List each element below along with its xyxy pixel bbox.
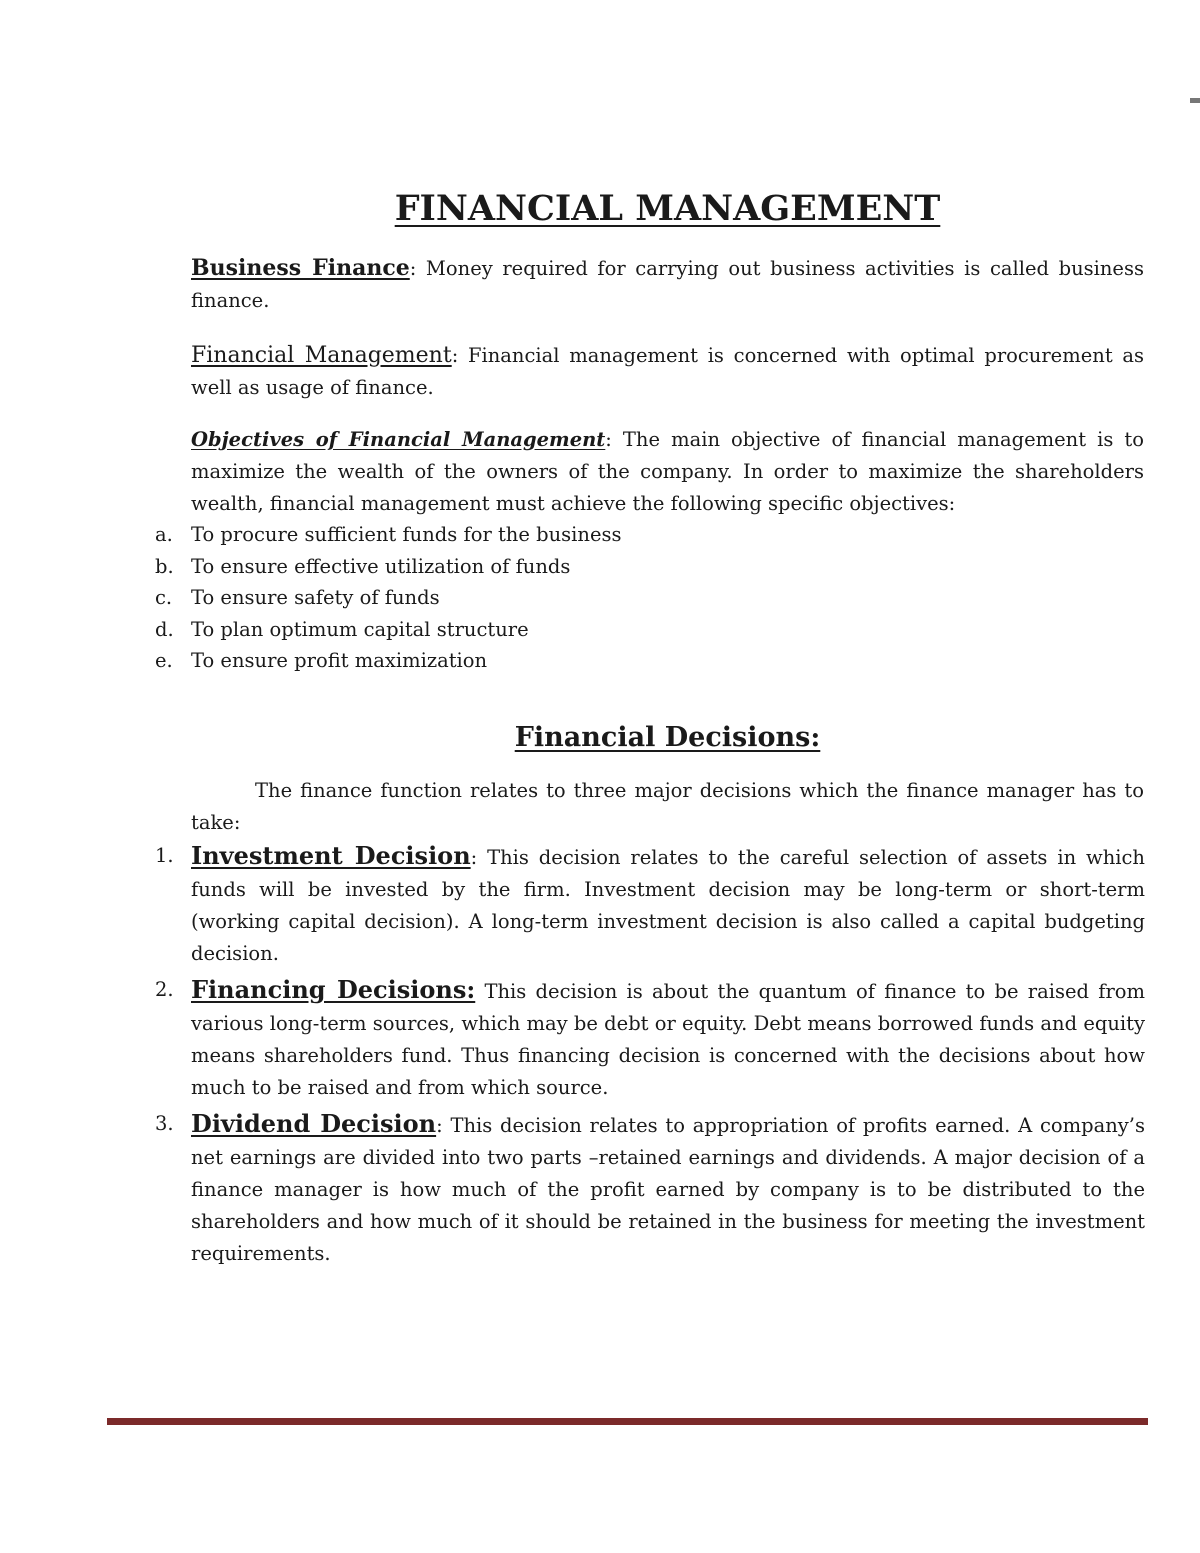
objectives-text: : The main objective of financial management is to maximize the wealth of the owners of the company. In order to maximize the shareholders wealth, financial management must achieve the following specific objectives: — [191, 427, 1144, 515]
financial-management-label: Financial Management — [191, 342, 452, 368]
financial-management-text: : Financial management is concerned with optimal procurement as well as usage of finance. — [191, 343, 1144, 399]
decisions-intro: The finance function relates to three major decisions which the finance manager has to take: — [191, 778, 1144, 834]
page-title: FINANCIAL MANAGEMENT — [394, 188, 941, 230]
list-item — [155, 551, 622, 583]
dividend-decision-text — [191, 1108, 1145, 1270]
list-item — [155, 614, 622, 646]
objectives-label: Objectives of Financial Management — [191, 427, 606, 451]
list-item-text: To ensure profit maximization — [191, 649, 488, 672]
list-item — [155, 645, 622, 677]
business-finance-text: : Money required for carrying out business activities is called business finance. — [191, 256, 1144, 312]
objectives-list — [155, 519, 622, 677]
decisions-list — [155, 840, 1145, 1274]
investment-decision-label: Investment Decision — [191, 841, 471, 870]
investment-decision-text — [191, 840, 1145, 970]
list-item-text: To ensure effective utilization of funds — [191, 554, 571, 578]
financing-decision-text — [191, 974, 1145, 1104]
list-marker: c. — [155, 586, 173, 609]
list-marker: 3. — [155, 1112, 174, 1135]
list-marker: a. — [155, 523, 173, 546]
list-marker: e. — [155, 649, 173, 672]
list-item — [155, 1108, 1145, 1270]
dividend-decision-label: Dividend Decision — [191, 1109, 437, 1138]
list-marker: 2. — [155, 978, 174, 1001]
list-item — [155, 582, 622, 614]
list-marker: 1. — [155, 844, 174, 867]
business-finance-label: Business Finance — [191, 254, 410, 281]
list-marker: b. — [155, 554, 174, 578]
list-marker: d. — [155, 617, 174, 641]
decision-description: : This decision relates to appropriation of profits earned. A company’s net earnings are divided into two parts –retained earnings and dividends. A major decision of a finance manager is how much of the profit earned by company is to be distributed to the shareholders and how much of it should be retained in the business for meeting the investment requirements. — [191, 1114, 1146, 1265]
list-item-text: To plan optimum capital structure — [191, 617, 529, 641]
footer-rule — [107, 1418, 1148, 1425]
page-edge-mark — [1190, 98, 1200, 103]
list-item — [155, 840, 1145, 970]
list-item-text: To procure sufficient funds for the business — [191, 523, 622, 546]
financing-decision-label: Financing Decisions: — [191, 975, 476, 1004]
financial-decisions-heading: Financial Decisions: — [514, 722, 821, 754]
list-item — [155, 974, 1145, 1104]
business-finance-paragraph — [191, 252, 1144, 317]
objectives-paragraph — [191, 424, 1144, 520]
decision-description: This decision is about the quantum of finance to be raised from various long-term sources, which may be debt or equity. Debt means borrowed funds and equity means shareholders fund. Thus financing decision is concerned with the decisions about how much to be raised and from which source. — [191, 980, 1145, 1099]
financial-management-paragraph — [191, 340, 1144, 404]
list-item-text: To ensure safety of funds — [191, 586, 440, 609]
decision-description: : This decision relates to the careful selection of assets in which funds will be invested by the firm. Investment decision may be long-term or short-term (working capital decision). A long-term investment decision is also called a capital budgeting decision. — [191, 846, 1145, 965]
list-item — [155, 519, 622, 551]
